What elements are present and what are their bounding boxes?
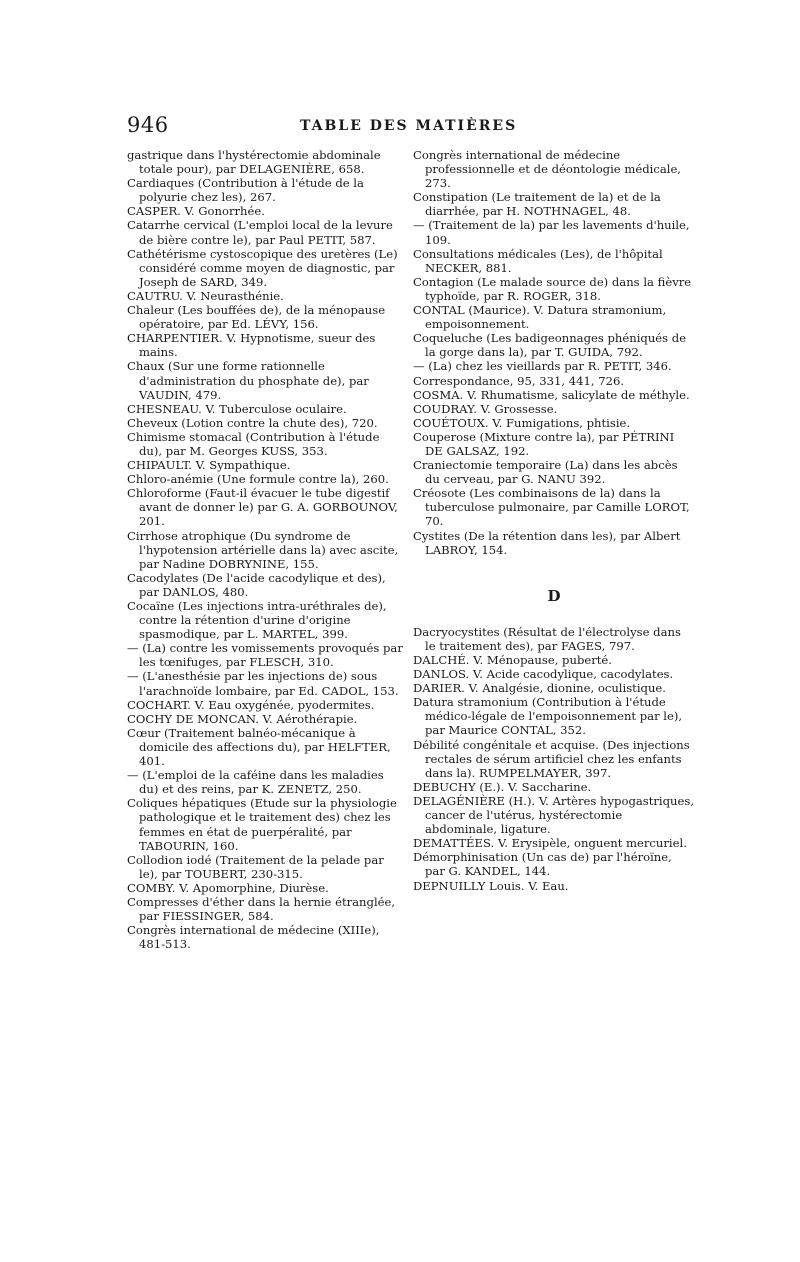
index-entry: Cardiaques (Contribution à l'étude de la polyurie chez les), 267. xyxy=(127,176,364,205)
index-entry: CHARPENTIER. V. Hypnotisme, sueur des mains. xyxy=(127,331,376,360)
index-entry: Chimisme stomacal (Contribution à l'étude du), par M. Georges KUSS, 353. xyxy=(127,429,380,458)
index-entry: COCHART. V. Eau oxygénée, pyodermites. xyxy=(127,697,375,712)
index-entry: DARIER. V. Analgésie, dionine, oculistique. xyxy=(413,681,666,696)
index-entry: Démorphinisation (Un cas de) par l'héroïne, par G. KANDEL, 144. xyxy=(413,850,672,879)
index-entry: Couperose (Mixture contre la), par PÉTRINI DE GALSAZ, 192. xyxy=(413,429,675,458)
index-entry: Coqueluche (Les badigeonnages phéniqués de la gorge dans la), par T. GUIDA, 792. xyxy=(413,331,687,360)
index-entry: DEBUCHY (E.). V. Saccharine. xyxy=(413,779,592,794)
section-letter-d: D xyxy=(547,586,561,605)
index-entry: Constipation (Le traitement de la) et de la diarrhée, par H. NOTHNAGEL, 48. xyxy=(413,190,661,219)
index-entry: COCHY DE MONCAN. V. Aérothérapie. xyxy=(127,711,358,726)
index-entry: Collodion iodé (Traitement de la pelade par le), par TOUBERT, 230-315. xyxy=(127,852,384,881)
index-entry: Créosote (Les combinaisons de la) dans la tuberculose pulmonaire, par Camille LOROT, 70. xyxy=(413,486,690,529)
index-entry: CASPER. V. Gonorrhée. xyxy=(127,204,265,219)
index-entry: CAUTRU. V. Neurasthénie. xyxy=(127,288,284,303)
index-entry: Correspondance, 95, 331, 441, 726. xyxy=(413,373,625,388)
index-entry: — (La) contre les vomissements provoqués par les tœnifuges, par FLESCH, 310. xyxy=(127,641,403,670)
index-column-left xyxy=(127,148,405,951)
index-entry: Cœur (Traitement balnéo-mécanique à domicile des affections du), par HELFTER, 401. xyxy=(127,725,391,769)
index-entry: COUDRAY. V. Grossesse. xyxy=(413,401,558,416)
index-entry: Congrès international de médecine (XIIIe), 481-513. xyxy=(127,923,380,952)
index-entry: Compresses d'éther dans la hernie étranglée, par FIESSINGER, 584. xyxy=(127,894,396,924)
index-entry: Cacodylates (De l'acide cacodylique et des), par DANLOS, 480. xyxy=(127,570,386,599)
index-entry: Consultations médicales (Les), de l'hôpital NECKER, 881. xyxy=(413,246,663,275)
index-entry: — (La) chez les vieillards par R. PETIT, 346. xyxy=(413,359,672,374)
index-entry: Catarrhe cervical (L'emploi local de la levure de bière contre le), par Paul PETIT, 587. xyxy=(127,218,393,247)
index-column-right xyxy=(413,148,695,893)
index-entry: Cocaïne (Les injections intra-uréthrales de), contre la rétention d'urine d'origine spasmodique, par L. MARTEL, 399. xyxy=(127,599,387,642)
index-entry: Chloroforme (Faut-il évacuer le tube digestif avant de donner le) par G. A. GORBOUNOV, 201. xyxy=(127,486,398,529)
index-entry: COSMA. V. Rhumatisme, salicylate de méthyle. xyxy=(413,387,690,402)
index-entry: DELAGÉNIÈRE (H.). V. Artères hypogastriques, cancer de l'utérus, hystérectomie abdominale, ligature. xyxy=(413,793,695,837)
index-entry: Coliques hépatiques (Etude sur la physiologie pathologique et le traitement des) chez les femmes en état de puerpéralité, par TABOURIN, 160. xyxy=(127,796,397,853)
index-entry: gastrique dans l'hystérectomie abdominale totale pour), par DELAGENIÈRE, 658. xyxy=(127,148,381,177)
index-entry: Cheveux (Lotion contre la chute des), 720. xyxy=(127,415,378,430)
index-entry: Congrès international de médecine professionnelle et de déontologie médicale, 273. xyxy=(413,148,681,191)
index-entry: COMBY. V. Apomorphine, Diurèse. xyxy=(127,880,329,895)
index-entry: DEPNUILLY Louis. V. Eau. xyxy=(413,878,569,893)
index-entry: — (L'anesthésie par les injections de) sous l'arachnoïde lombaire, par Ed. CADOL, 153. xyxy=(127,669,399,698)
index-entry: Chaux (Sur une forme rationnelle d'administration du phosphate de), par VAUDIN, 479. xyxy=(127,359,369,402)
index-entry: Cystites (De la rétention dans les), par Albert LABROY, 154. xyxy=(413,528,681,557)
index-entry: DALCHÉ. V. Ménopause, puberté. xyxy=(413,653,612,667)
index-entry: DANLOS. V. Acide cacodylique, cacodylates. xyxy=(413,667,674,682)
index-entry: Craniectomie temporaire (La) dans les abcès du cerveau, par G. NANU 392. xyxy=(413,458,678,487)
index-entry: Dacryocystites (Résultat de l'électrolyse dans le traitement des), par FAGES, 797. xyxy=(413,624,681,653)
index-entry: — (Traitement de la) par les lavements d'huile, 109. xyxy=(413,218,690,247)
index-entry: Datura stramonium (Contribution à l'étude médico-légale de l'empoisonnement par le), par Maurice CONTAL, 352. xyxy=(413,695,683,738)
index-entry: — (L'emploi de la caféine dans les maladies du) et des reins, par K. ZENETZ, 250. xyxy=(127,768,384,797)
index-entry: Cathétérisme cystoscopique des uretères (Le) considéré comme moyen de diagnostic, par Joseph de SARD, 349. xyxy=(127,246,398,289)
page-number: 946 xyxy=(127,113,169,137)
index-entry: Chloro-anémie (Une formule contre la), 260. xyxy=(127,472,389,487)
page-title: TABLE DES MATIÈRES xyxy=(300,118,518,134)
index-entry: Cirrhose atrophique (Du syndrome de l'hypotension artérielle dans la) avec ascite, par Nadine DOBRYNINE, 155. xyxy=(127,528,399,571)
index-entry: DEMATTÉES. V. Erysipèle, onguent mercuriel. xyxy=(413,836,687,851)
index-entry: Contagion (Le malade source de) dans la fièvre typhoïde, par R. ROGER, 318. xyxy=(413,274,692,303)
index-entry: CONTAL (Maurice). V. Datura stramonium, empoisonnement. xyxy=(413,303,667,332)
index-entry: Débilité congénitale et acquise. (Des injections rectales de sérum artificiel chez les enfants dans la). RUMPELMAYER, 397. xyxy=(413,737,690,780)
index-entry: COUÉTOUX. V. Fumigations, phtisie. xyxy=(413,415,631,430)
index-entry: Chaleur (Les bouffées de), de la ménopause opératoire, par Ed. LÉVY, 156. xyxy=(127,303,386,332)
index-entry: CHIPAULT. V. Sympathique. xyxy=(127,458,291,473)
index-entry: CHESNEAU. V. Tuberculose oculaire. xyxy=(127,401,347,416)
